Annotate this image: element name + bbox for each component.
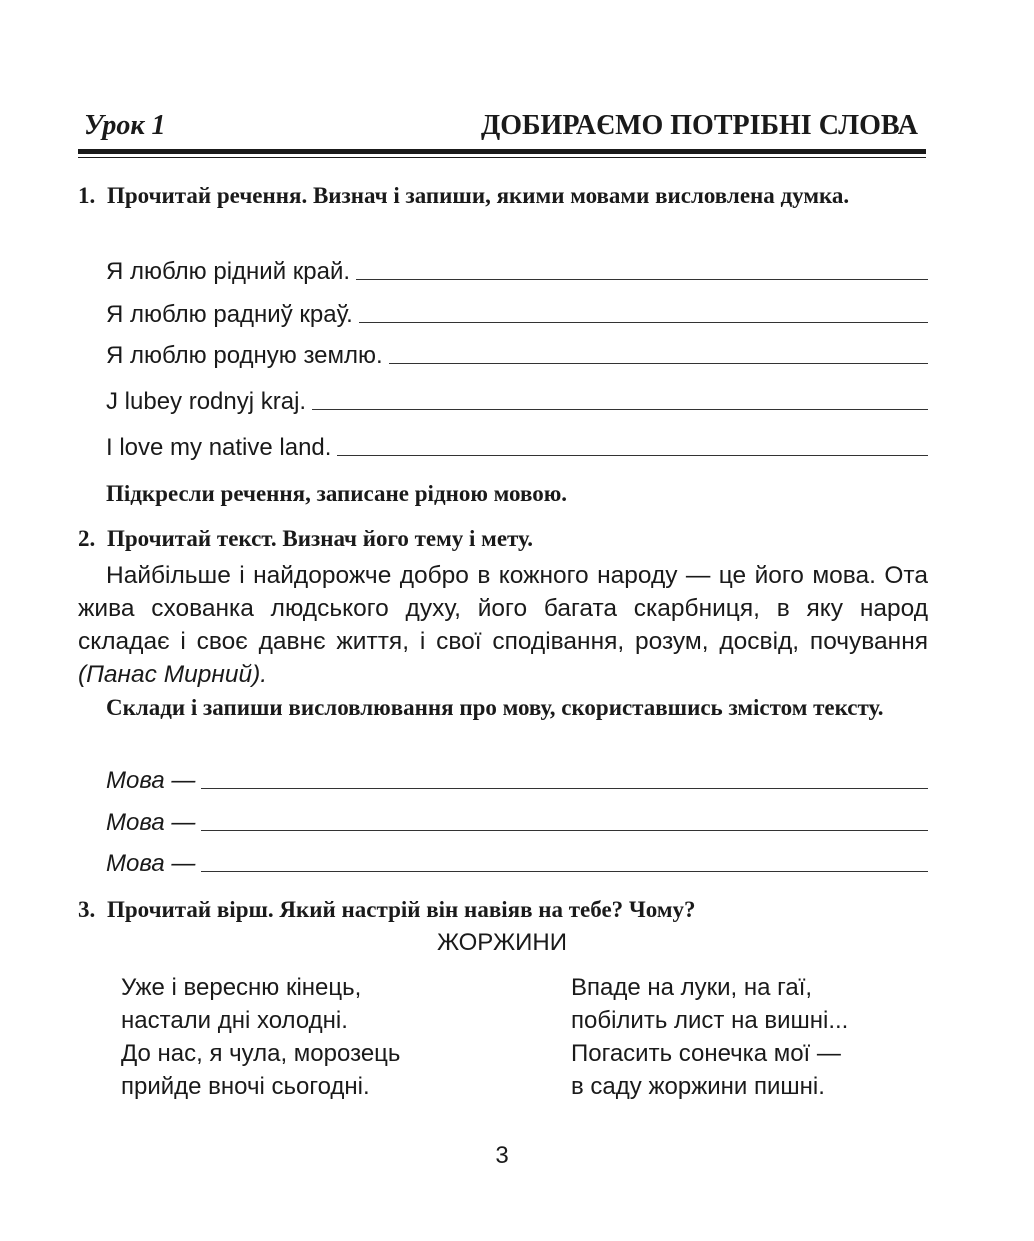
page-number: 3	[495, 1142, 509, 1169]
page-header	[80, 108, 926, 148]
task-3-number: 3.	[78, 897, 96, 922]
sentence-text: Я люблю радниў краў.	[106, 301, 353, 328]
header-rule-thick	[78, 149, 926, 154]
task-2-heading	[78, 523, 930, 555]
task-2-prose	[78, 559, 928, 691]
sentence-text: J lubey rodnyj kraj.	[106, 388, 307, 415]
answer-blank[interactable]	[201, 787, 928, 789]
prose-text: Найбільше і найдорожче добро в кожного народу — це його мова. Ота жива схованка людського духу, його багата скарбниця, в яку народ складає і своє давнє життя, і свої сподівання, розум, досвід, почування	[78, 562, 928, 655]
sentence-row	[106, 342, 928, 370]
poem-line: побілить лист на вишні...	[571, 1007, 849, 1034]
answer-blank[interactable]	[356, 278, 928, 280]
sentence-text: Я люблю рідний край.	[106, 258, 351, 285]
task-2-text: Прочитай текст. Визнач його тему і мету.	[107, 526, 533, 551]
poem-line: настали дні холодні.	[121, 1007, 348, 1034]
statement-row	[106, 767, 928, 795]
poem-line: Погасить сонечка мої —	[571, 1040, 841, 1067]
task-1-text: Прочитай речення. Визнач і запиши, якими мовами висловлена думка.	[107, 183, 850, 208]
page-title: ДОБИРАЄМО ПОТРІБНІ СЛОВА	[481, 110, 918, 141]
statement-row	[106, 809, 928, 837]
prose-attribution: (Панас Мирний).	[78, 661, 268, 688]
sentence-row	[106, 301, 928, 329]
poem-stanza-right	[571, 971, 848, 1103]
answer-blank[interactable]	[201, 870, 928, 872]
poem-title: ЖОРЖИНИ	[436, 929, 568, 956]
poem-line: До нас, я чула, морозець	[121, 1040, 401, 1067]
task-2-number: 2.	[78, 526, 96, 551]
sentence-text: Я люблю родную землю.	[106, 342, 383, 369]
task-3-text: Прочитай вірш. Який настрій він навіяв на тебе? Чому?	[107, 897, 696, 922]
sentence-row	[106, 388, 928, 416]
header-rule-thin	[78, 157, 926, 158]
poem-line: Уже і вересню кінець,	[121, 974, 362, 1001]
poem-stanza-left	[121, 971, 400, 1103]
task-1-heading	[78, 180, 930, 212]
task-1-instruction: Підкресли речення, записане рідною мовою.	[106, 481, 568, 506]
sentence-text: I love my native land.	[106, 434, 332, 461]
lesson-label: Урок 1	[84, 110, 166, 141]
answer-blank[interactable]	[359, 321, 928, 323]
poem-line: Впаде на луки, на гаї,	[571, 974, 813, 1001]
sentence-row	[106, 258, 928, 286]
sentence-row	[106, 434, 928, 462]
task-1-number: 1.	[78, 183, 96, 208]
statement-prompt: Мова —	[106, 809, 196, 836]
answer-blank[interactable]	[312, 408, 928, 410]
answer-blank[interactable]	[337, 454, 928, 456]
statement-prompt: Мова —	[106, 850, 196, 877]
poem-line: в саду жоржини пишні.	[571, 1073, 825, 1100]
answer-blank[interactable]	[389, 362, 928, 364]
task-2-instruction: Склади і запиши висловлювання про мову, скориставшись змістом тексту.	[106, 695, 884, 720]
statement-row	[106, 850, 928, 878]
answer-blank[interactable]	[201, 829, 928, 831]
task-3-heading	[78, 894, 930, 926]
statement-prompt: Мова —	[106, 767, 196, 794]
poem-line: прийде вночі сьогодні.	[121, 1073, 370, 1100]
